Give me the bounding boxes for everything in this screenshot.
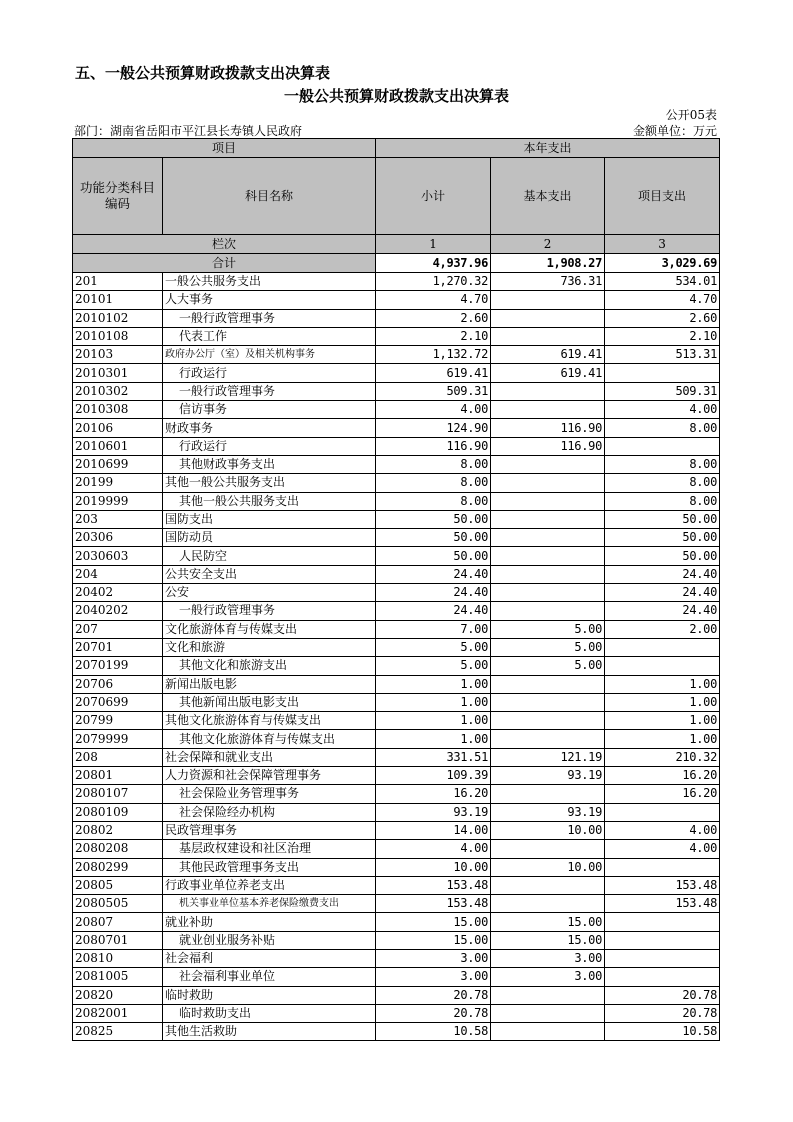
row-subtotal: 50.00 [376,547,491,565]
row-subtotal: 10.58 [376,1023,491,1041]
row-name: 行政运行 [163,364,376,382]
row-project: 50.00 [605,547,720,565]
table-row [73,712,720,730]
row-project [605,913,720,931]
table-row [73,913,720,931]
table-row [73,1004,720,1022]
row-subtotal: 1,270.32 [376,273,491,291]
row-basic [491,712,605,730]
header-row-1 [73,139,720,158]
row-project: 20.78 [605,986,720,1004]
row-project [605,638,720,656]
row-code: 20801 [73,767,163,785]
row-subtotal: 4.00 [376,401,491,419]
row-basic [491,895,605,913]
row-name: 就业补助 [163,913,376,931]
row-name: 社会保险经办机构 [163,803,376,821]
row-code: 201 [73,273,163,291]
row-project [605,803,720,821]
row-project [605,968,720,986]
row-subtotal: 619.41 [376,364,491,382]
row-name: 文化和旅游 [163,638,376,656]
row-subtotal: 50.00 [376,529,491,547]
table-row [73,657,720,675]
row-code: 20402 [73,584,163,602]
row-subtotal: 16.20 [376,785,491,803]
table-row [73,1023,720,1041]
row-basic [491,327,605,345]
row-subtotal: 3.00 [376,968,491,986]
row-project [605,858,720,876]
row-basic [491,492,605,510]
row-subtotal: 509.31 [376,382,491,400]
table-row [73,620,720,638]
row-project: 534.01 [605,273,720,291]
row-code: 208 [73,748,163,766]
row-project: 509.31 [605,382,720,400]
row-basic: 116.90 [491,437,605,455]
row-code: 207 [73,620,163,638]
row-subtotal: 8.00 [376,474,491,492]
row-basic: 736.31 [491,273,605,291]
row-basic [491,529,605,547]
header-project: 项目支出 [605,158,720,235]
row-subtotal: 109.39 [376,767,491,785]
row-name: 社会保障和就业支出 [163,748,376,766]
column-number-1: 1 [376,235,491,254]
table-row [73,309,720,327]
row-name: 其他文化和旅游支出 [163,657,376,675]
row-basic [491,602,605,620]
row-project [605,364,720,382]
row-subtotal: 24.40 [376,565,491,583]
table-row [73,492,720,510]
row-code: 20306 [73,529,163,547]
row-code: 20101 [73,291,163,309]
header-name: 科目名称 [163,158,376,235]
row-code: 2082001 [73,1004,163,1022]
table-row [73,858,720,876]
header-current-year: 本年支出 [376,139,720,158]
row-name: 国防支出 [163,510,376,528]
row-project: 16.20 [605,785,720,803]
row-project: 8.00 [605,474,720,492]
row-name: 人民防空 [163,547,376,565]
header-subtotal: 小计 [376,158,491,235]
row-name: 文化旅游体育与传媒支出 [163,620,376,638]
row-name: 一般公共服务支出 [163,273,376,291]
row-basic [491,840,605,858]
row-code: 20106 [73,419,163,437]
row-code: 2019999 [73,492,163,510]
row-subtotal: 4.70 [376,291,491,309]
table-row [73,529,720,547]
row-name: 其他财政事务支出 [163,455,376,473]
row-name: 其他民政管理事务支出 [163,858,376,876]
column-number-row [73,235,720,254]
row-code: 2070699 [73,693,163,711]
total-label: 合计 [73,254,376,273]
table-title: 一般公共预算财政拨款支出决算表 [283,87,509,105]
row-subtotal: 3.00 [376,949,491,967]
table-row [73,273,720,291]
row-project: 10.58 [605,1023,720,1041]
row-subtotal: 124.90 [376,419,491,437]
row-code: 20820 [73,986,163,1004]
table-body [73,273,720,1041]
row-name: 一般行政管理事务 [163,309,376,327]
table-row [73,455,720,473]
row-subtotal: 14.00 [376,821,491,839]
table-row [73,510,720,528]
row-code: 2081005 [73,968,163,986]
table-row [73,602,720,620]
row-project: 8.00 [605,492,720,510]
row-project: 8.00 [605,419,720,437]
row-basic [491,401,605,419]
row-name: 机关事业单位基本养老保险缴费支出 [163,895,376,913]
row-project: 16.20 [605,767,720,785]
row-subtotal: 116.90 [376,437,491,455]
table-row [73,895,720,913]
row-subtotal: 24.40 [376,584,491,602]
row-subtotal: 2.10 [376,327,491,345]
row-basic [491,565,605,583]
row-basic: 116.90 [491,419,605,437]
row-project: 513.31 [605,346,720,364]
row-code: 20805 [73,876,163,894]
row-subtotal: 2.60 [376,309,491,327]
row-code: 2080701 [73,931,163,949]
row-project [605,949,720,967]
row-basic [491,455,605,473]
row-name: 公安 [163,584,376,602]
row-project [605,437,720,455]
row-code: 20701 [73,638,163,656]
row-code: 2079999 [73,730,163,748]
total-subtotal: 4,937.96 [376,254,491,273]
row-code: 2010102 [73,309,163,327]
row-name: 其他文化旅游体育与传媒支出 [163,712,376,730]
table-title-wrap [0,85,793,106]
row-name: 其他文化旅游体育与传媒支出 [163,730,376,748]
table-row [73,949,720,967]
row-code: 2010699 [73,455,163,473]
department-label: 部门：湖南省岳阳市平江县长寿镇人民政府 [74,124,303,138]
form-number: 公开05表 [665,108,717,122]
header-code: 功能分类科目编码 [73,158,163,235]
row-name: 人力资源和社会保障管理事务 [163,767,376,785]
row-subtotal: 1.00 [376,730,491,748]
row-basic: 619.41 [491,364,605,382]
row-project: 1.00 [605,693,720,711]
row-subtotal: 50.00 [376,510,491,528]
row-code: 20103 [73,346,163,364]
total-row [73,254,720,273]
row-basic: 93.19 [491,803,605,821]
row-code: 2080208 [73,840,163,858]
row-name: 一般行政管理事务 [163,382,376,400]
unit-label: 金额单位：万元 [632,124,717,138]
row-project: 210.32 [605,748,720,766]
table-row [73,986,720,1004]
row-subtotal: 1.00 [376,675,491,693]
row-project: 153.48 [605,876,720,894]
row-code: 2010108 [73,327,163,345]
row-name: 就业创业服务补贴 [163,931,376,949]
row-name: 代表工作 [163,327,376,345]
table-row [73,675,720,693]
row-basic [491,547,605,565]
table-row [73,327,720,345]
row-basic [491,986,605,1004]
row-basic [491,876,605,894]
row-subtotal: 93.19 [376,803,491,821]
row-subtotal: 8.00 [376,455,491,473]
row-basic: 3.00 [491,968,605,986]
row-code: 20706 [73,675,163,693]
row-basic [491,474,605,492]
row-project: 153.48 [605,895,720,913]
row-code: 20807 [73,913,163,931]
row-code: 2080299 [73,858,163,876]
row-basic: 619.41 [491,346,605,364]
row-name: 其他新闻出版电影支出 [163,693,376,711]
row-project: 50.00 [605,510,720,528]
row-code: 20825 [73,1023,163,1041]
table-row [73,803,720,821]
row-subtotal: 20.78 [376,1004,491,1022]
row-project: 4.00 [605,821,720,839]
row-basic: 5.00 [491,638,605,656]
total-project: 3,029.69 [605,254,720,273]
row-name: 社会福利事业单位 [163,968,376,986]
row-code: 2010601 [73,437,163,455]
row-basic: 5.00 [491,620,605,638]
header-basic: 基本支出 [491,158,605,235]
header-item: 项目 [73,139,376,158]
table-row [73,419,720,437]
row-basic [491,693,605,711]
row-basic [491,730,605,748]
row-subtotal: 153.48 [376,876,491,894]
row-project: 2.00 [605,620,720,638]
row-code: 2070199 [73,657,163,675]
row-code: 20799 [73,712,163,730]
row-subtotal: 7.00 [376,620,491,638]
row-name: 行政运行 [163,437,376,455]
row-code: 20810 [73,949,163,967]
row-project: 1.00 [605,712,720,730]
row-basic: 10.00 [491,858,605,876]
row-project: 4.00 [605,840,720,858]
table-row [73,364,720,382]
row-code: 2040202 [73,602,163,620]
row-name: 其他一般公共服务支出 [163,492,376,510]
row-name: 信访事务 [163,401,376,419]
table-row [73,748,720,766]
row-subtotal: 15.00 [376,931,491,949]
table-row [73,638,720,656]
row-name: 民政管理事务 [163,821,376,839]
row-basic: 10.00 [491,821,605,839]
row-subtotal: 4.00 [376,840,491,858]
row-name: 临时救助 [163,986,376,1004]
row-code: 2080505 [73,895,163,913]
table-row [73,821,720,839]
row-name: 国防动员 [163,529,376,547]
row-project: 24.40 [605,602,720,620]
row-project [605,931,720,949]
row-name: 临时救助支出 [163,1004,376,1022]
table-row [73,785,720,803]
column-number-2: 2 [491,235,605,254]
row-subtotal: 15.00 [376,913,491,931]
row-name: 一般行政管理事务 [163,602,376,620]
row-name: 人大事务 [163,291,376,309]
row-subtotal: 1,132.72 [376,346,491,364]
row-subtotal: 8.00 [376,492,491,510]
row-basic [491,584,605,602]
row-project [605,657,720,675]
table-row [73,474,720,492]
row-project: 20.78 [605,1004,720,1022]
row-code: 20199 [73,474,163,492]
table-row [73,382,720,400]
table-row [73,730,720,748]
header-row-2 [73,158,720,235]
column-number-label: 栏次 [73,235,376,254]
row-basic: 15.00 [491,931,605,949]
row-project: 50.00 [605,529,720,547]
row-code: 203 [73,510,163,528]
table-row [73,547,720,565]
table-row [73,693,720,711]
row-subtotal: 20.78 [376,986,491,1004]
row-name: 其他生活救助 [163,1023,376,1041]
table-row [73,437,720,455]
row-basic [491,675,605,693]
table-row [73,968,720,986]
row-basic: 15.00 [491,913,605,931]
row-code: 2080107 [73,785,163,803]
table-row [73,565,720,583]
table-row [73,401,720,419]
row-subtotal: 1.00 [376,712,491,730]
row-project: 2.60 [605,309,720,327]
row-project: 4.00 [605,401,720,419]
row-basic: 93.19 [491,767,605,785]
row-name: 财政事务 [163,419,376,437]
table-row [73,840,720,858]
row-code: 2080109 [73,803,163,821]
row-subtotal: 10.00 [376,858,491,876]
row-basic [491,382,605,400]
row-subtotal: 5.00 [376,638,491,656]
total-basic: 1,908.27 [491,254,605,273]
row-basic [491,1004,605,1022]
row-basic: 121.19 [491,748,605,766]
row-project: 2.10 [605,327,720,345]
table-row [73,767,720,785]
section-title: 五、一般公共预算财政拨款支出决算表 [75,64,331,82]
row-subtotal: 153.48 [376,895,491,913]
row-code: 20802 [73,821,163,839]
row-name: 政府办公厅（室）及相关机构事务 [163,346,376,364]
row-name: 社会保险业务管理事务 [163,785,376,803]
row-subtotal: 24.40 [376,602,491,620]
table-row [73,346,720,364]
row-basic: 5.00 [491,657,605,675]
row-subtotal: 1.00 [376,693,491,711]
row-project: 24.40 [605,584,720,602]
table-row [73,584,720,602]
row-code: 2010308 [73,401,163,419]
row-basic [491,291,605,309]
table-row [73,876,720,894]
row-basic [491,785,605,803]
row-project: 4.70 [605,291,720,309]
row-name: 行政事业单位养老支出 [163,876,376,894]
row-subtotal: 5.00 [376,657,491,675]
row-name: 其他一般公共服务支出 [163,474,376,492]
row-code: 2030603 [73,547,163,565]
row-code: 2010302 [73,382,163,400]
row-project: 8.00 [605,455,720,473]
row-code: 204 [73,565,163,583]
expenditure-table [72,138,720,1041]
row-name: 新闻出版电影 [163,675,376,693]
row-project: 24.40 [605,565,720,583]
row-basic [491,1023,605,1041]
row-code: 2010301 [73,364,163,382]
row-project: 1.00 [605,730,720,748]
table-row [73,291,720,309]
row-name: 公共安全支出 [163,565,376,583]
table-row [73,931,720,949]
row-basic [491,309,605,327]
row-basic: 3.00 [491,949,605,967]
row-name: 基层政权建设和社区治理 [163,840,376,858]
row-project: 1.00 [605,675,720,693]
row-name: 社会福利 [163,949,376,967]
column-number-3: 3 [605,235,720,254]
row-subtotal: 331.51 [376,748,491,766]
row-basic [491,510,605,528]
